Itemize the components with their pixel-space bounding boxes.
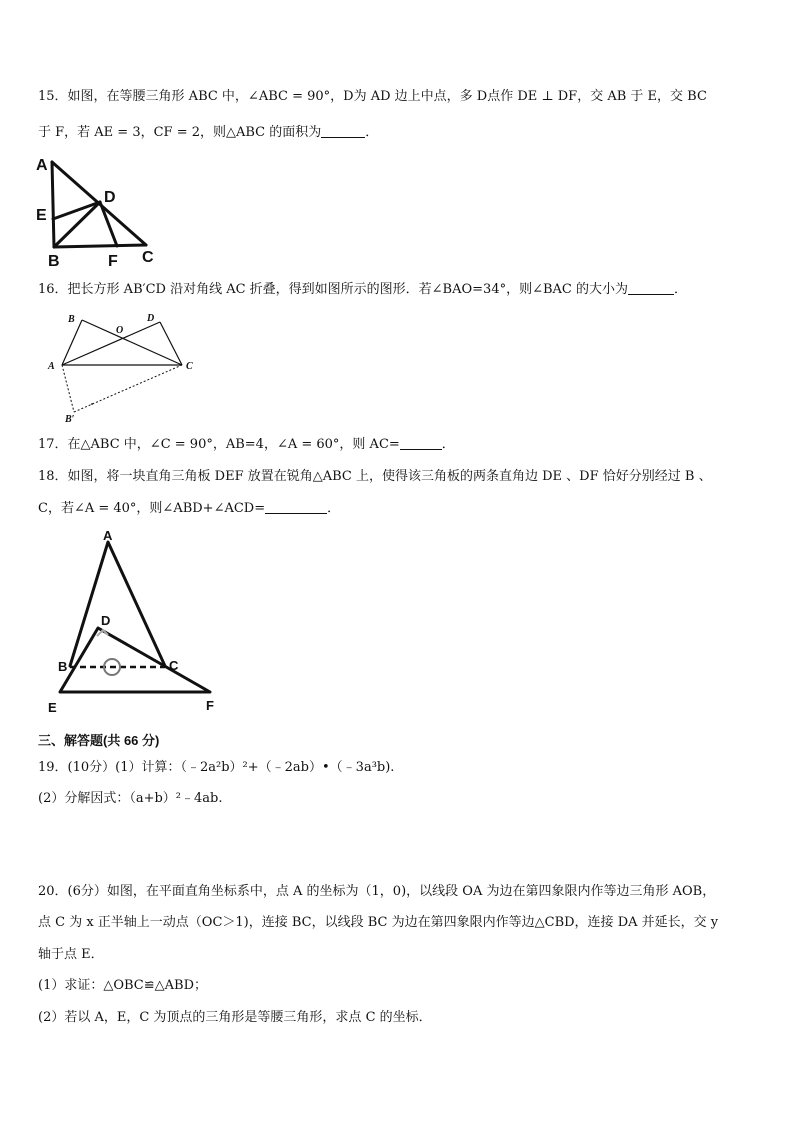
- q15-edge-bc: [54, 245, 146, 247]
- q15-text-line1: 15．如图，在等腰三角形 ABC 中，∠ABC = 90°，D为 AD 边上中点，多 D点作 DE ⊥ DF，交 AB 于 E，交 BC: [38, 89, 707, 104]
- q16-edge-dc: [160, 322, 182, 365]
- q15-answer-blank[interactable]: [321, 124, 365, 138]
- q18-right-angle-mark: [97, 630, 108, 636]
- q18-text-line1: 18．如图，将一块直角三角板 DEF 放置在锐角△ABC 上，使得该三角板的两条直角边 DE 、DF 恰好分别经过 B 、: [38, 469, 712, 484]
- q17-text-line1: [38, 436, 455, 454]
- q15-text-line2-body: 于 F，若 AE = 3，CF = 2，则△ABC 的面积为: [38, 125, 322, 140]
- q16-figure: [40, 306, 210, 426]
- q17-text-line1-end: ．: [441, 437, 455, 452]
- q16-label-b: B: [68, 314, 75, 325]
- q16-label-d: D: [147, 313, 155, 324]
- q18-label-e: E: [48, 700, 57, 715]
- q18-label-b: B: [58, 659, 68, 674]
- q15-label-b: B: [48, 253, 60, 270]
- q15-label-a: A: [36, 157, 48, 174]
- q18-figure: [40, 524, 230, 719]
- q20-text-line2: 点 C 为 x 正半轴上一动点（OC＞1)，连接 BC，以线段 BC 为边在第四象限内作等边△CBD，连接 DA 并延长，交 y: [38, 915, 719, 930]
- q20-text-line1: 20．(6分）如图，在平面直角坐标系中，点 A 的坐标为（1，0)，以线段 OA 为边在第四象限内作等边三角形 AOB，: [38, 884, 716, 899]
- q16-label-o: O: [116, 325, 124, 336]
- q20-text-line5: (2）若以 A，E，C 为顶点的三角形是等腰三角形，求点 C 的坐标．: [38, 1010, 432, 1025]
- q16-label-a: A: [48, 361, 55, 372]
- q16-dashed-b-prime-c: [74, 365, 182, 412]
- q19-text-line1: 19．(10分）(1）计算：（﹣2a²b）²+（﹣2ab）•（﹣3a³b).: [38, 760, 395, 775]
- q20-text-line3: 轴于点 E．: [38, 947, 104, 962]
- q16-text-line1-end: ．: [674, 282, 688, 297]
- q16-answer-blank[interactable]: [628, 281, 674, 295]
- q15-figure: [34, 152, 164, 270]
- q15-label-e: E: [36, 207, 47, 224]
- section3-heading: 三、解答题(共 66 分): [38, 733, 160, 748]
- q18-answer-blank[interactable]: [265, 500, 327, 514]
- q18-label-f: F: [206, 698, 214, 713]
- q15-segment-df: [100, 202, 117, 246]
- q15-label-d: D: [104, 189, 116, 206]
- q16-label-c: C: [186, 361, 193, 372]
- q18-label-d: D: [101, 613, 111, 628]
- q18-text-line2-body: C，若∠A = 40°，则∠ABD+∠ACD=: [38, 501, 266, 516]
- q18-label-a: A: [103, 528, 113, 543]
- q16-edge-bc: [82, 320, 182, 365]
- q15-edge-ab: [52, 162, 54, 247]
- q19-text-line2: (2）分解因式：（a+b）²﹣4ab.: [38, 791, 223, 806]
- q20-text-line4: (1）求证：△OBC≌△ABD；: [38, 978, 207, 993]
- q15-label-f: F: [108, 253, 118, 270]
- q15-text-line2-end: ．: [365, 125, 379, 140]
- q18-text-line2-end: ．: [327, 501, 341, 516]
- q16-text-line1-body: 16．把长方形 AB′CD 沿对角线 AC 折叠，得到如图所示的图形．若∠BAO=34°，则∠BAC 的大小为: [38, 282, 629, 297]
- q18-label-c: C: [169, 658, 179, 673]
- q16-label-b-prime: B′: [65, 414, 75, 425]
- q16-dot-mark: [91, 403, 93, 405]
- q15-text-line2: [38, 124, 378, 142]
- q16-edge-ad: [62, 322, 160, 365]
- q16-edge-ab: [62, 320, 82, 365]
- q16-dashed-ab-prime: [62, 365, 74, 412]
- q16-text-line1: [38, 281, 687, 299]
- q18-text-line2: [38, 500, 340, 518]
- q15-label-c: C: [142, 249, 154, 266]
- q17-text-line1-body: 17．在△ABC 中，∠C = 90°，AB=4，∠A = 60°，则 AC=: [38, 437, 400, 452]
- q18-triangle-abc: [70, 542, 165, 666]
- q18-triangle-def: [60, 628, 210, 692]
- q17-answer-blank[interactable]: [400, 436, 442, 450]
